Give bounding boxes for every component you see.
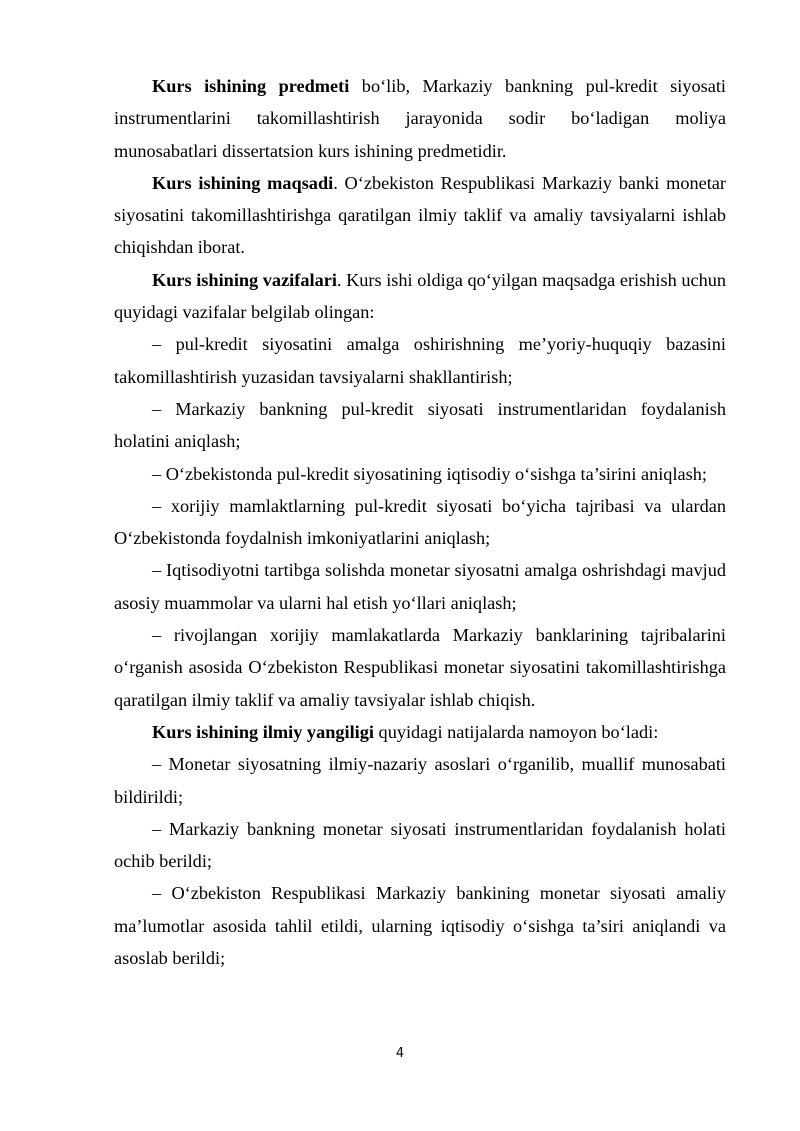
- paragraph-text: . Kurs ishi oldiga qo‘yilgan maqsadga erishish uchun quyidagi vazifalar belgilab olingan:: [114, 269, 726, 323]
- list-item-text: – Markaziy bankning monetar siyosati instrumentlaridan foydalanish holati ochib berildi;: [114, 818, 726, 872]
- list-item: [114, 748, 726, 813]
- paragraph-goal: [114, 167, 726, 264]
- heading-subject: Kurs ishining predmeti: [152, 76, 350, 96]
- paragraph-novelty: [114, 716, 726, 748]
- list-item: [114, 490, 726, 555]
- list-item: [114, 619, 726, 716]
- paragraph-text: . O‘zbekiston Respublikasi Markaziy banki monetar siyosatini takomillashtirishga qaratilgan ilmiy taklif va amaliy tavsiyalarni ishlab chiqishdan iborat.: [114, 172, 726, 258]
- page-number: 4: [395, 1046, 405, 1061]
- heading-goal: Kurs ishining maqsadi: [152, 172, 334, 193]
- list-item-text: – xorijiy mamlaktlarning pul-kredit siyosati bo‘yicha tajribasi va ulardan O‘zbekistonda foydalnish imkoniyatlarini aniqlash;: [114, 495, 726, 549]
- heading-novelty: Kurs ishining ilmiy yangiligi: [152, 721, 374, 742]
- list-item: [114, 554, 726, 619]
- paragraph-text: bo‘lib, Markaziy bankning pul-kredit siyosati instrumentlarini takomillashtirish jarayonida sodir bo‘ladigan moliya munosabatlari dissertatsion kurs ishining predmetidir.: [114, 76, 727, 161]
- heading-tasks: Kurs ishining vazifalari: [152, 269, 337, 290]
- list-item: [114, 328, 726, 393]
- list-item-text: – O‘zbekistonda pul-kredit siyosatining iqtisodiy o‘sishga ta’sirini aniqlash;: [152, 463, 707, 484]
- body-text: [114, 70, 726, 974]
- list-item: [114, 813, 726, 878]
- list-item: [114, 393, 726, 458]
- list-item-text: – pul-kredit siyosatini amalga oshirishning me’yoriy-huquqiy bazasini takomillashtirish yuzasidan tavsiyalarni shakllantirish;: [114, 334, 726, 387]
- list-item-text: – O‘zbekiston Respublikasi Markaziy bankining monetar siyosati amaliy ma’lumotlar asosida tahlil etildi, ularning iqtisodiy o‘sishga ta’siri aniqlandi va asoslab berildi;: [114, 883, 726, 969]
- paragraph-tasks: [114, 264, 726, 329]
- list-item-text: – Iqtisodiyotni tartibga solishda monetar siyosatni amalga oshrishdagi mavjud asosiy muammolar va ularni hal etish yo‘llari aniqlash;: [114, 560, 726, 613]
- list-item-text: – Markaziy bankning pul-kredit siyosati instrumentlaridan foydalanish holatini aniqlash;: [114, 398, 726, 452]
- paragraph-subject: [114, 70, 726, 167]
- list-item: [114, 458, 726, 490]
- paragraph-text: quyidagi natijalarda namoyon bo‘ladi:: [373, 721, 659, 742]
- list-item-text: – rivojlangan xorijiy mamlakatlarda Markaziy banklarining tajribalarini o‘rganish asosida O‘zbekiston Respublikasi monetar siyosatini takomillashtirishga qaratilgan ilmiy taklif va amaliy tavsiyalar ishlab chiqish.: [114, 625, 726, 710]
- list-item-text: – Monetar siyosatning ilmiy-nazariy asoslari o‘rganilib, muallif munosabati bildirildi;: [114, 754, 726, 807]
- list-item: [114, 877, 726, 974]
